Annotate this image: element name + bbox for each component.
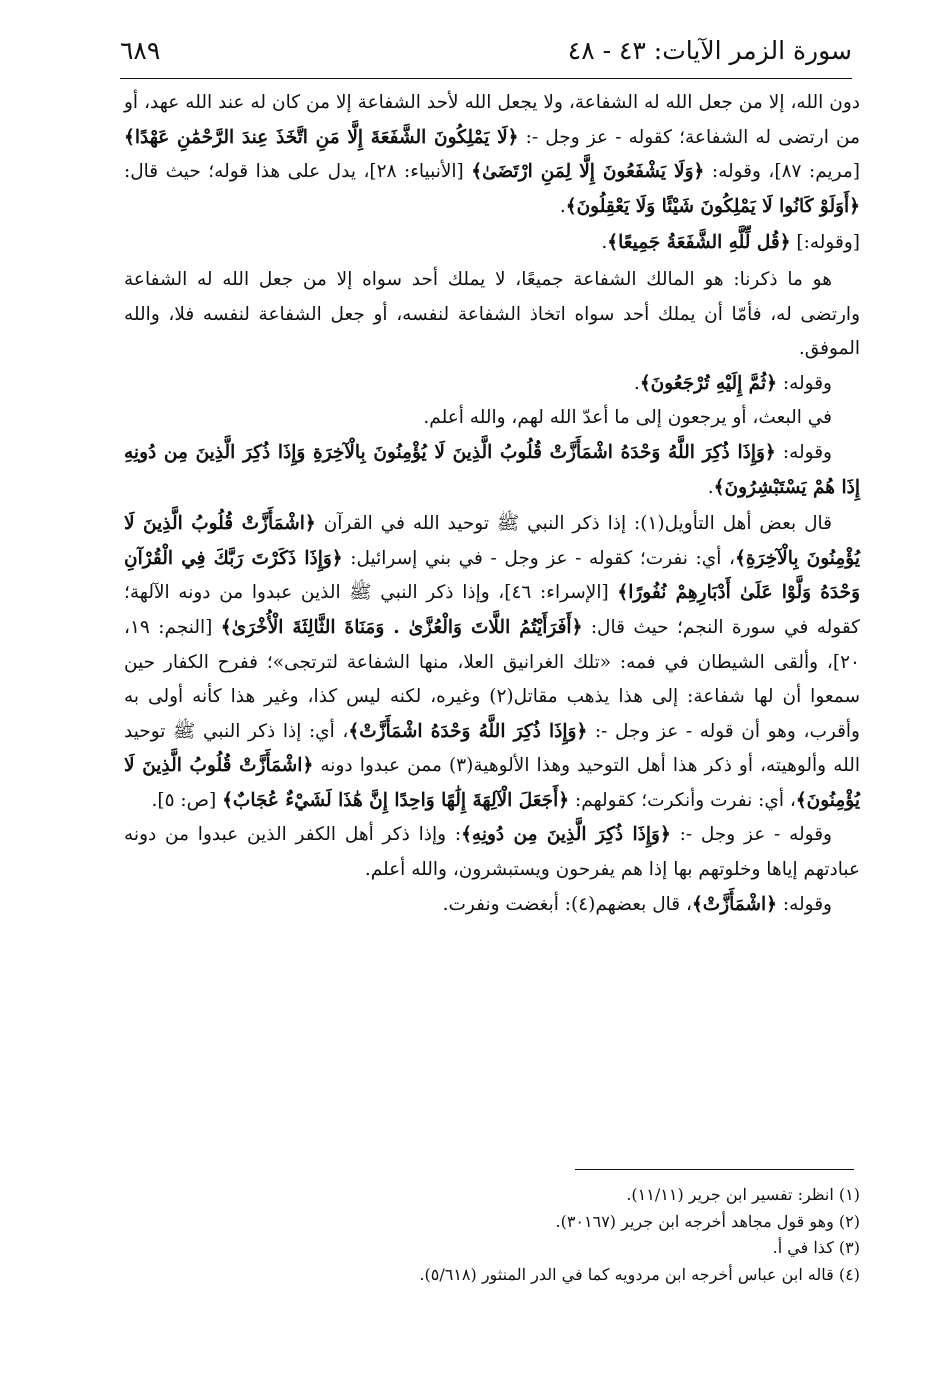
- text-run: وقوله - عز وجل -:: [670, 824, 832, 846]
- quran-quote: ﴿وَإِذَا ذُكِرَ اللَّهُ وَحْدَهُ اشْمَأَزَّتْ قُلُوبُ الَّذِينَ لَا يُؤْمِنُونَ بِالْآخِرَةِ وَإِذَا ذُكِرَ الَّذِينَ مِن دُونِهِ إِذَا هُمْ يَسْتَبْشِرُونَ﴾: [124, 441, 860, 498]
- footnotes: [300, 1182, 860, 1288]
- quran-quote: ﴿اشْمَأَزَّتْ﴾: [691, 893, 777, 915]
- quran-quote: ﴿وَإِذَا ذَكَرْتَ رَبَّكَ فِي الْقُرْآنِ وَحْدَهُ وَلَّوْا عَلَىٰ أَدْبَارِهِمْ نُفُورًا﴾: [124, 547, 860, 604]
- text-run: .: [633, 372, 640, 394]
- quran-quote: ﴿وَإِذَا ذُكِرَ اللَّهُ وَحْدَهُ اشْمَأَزَّتْ﴾: [348, 720, 588, 742]
- quran-quote: ﴿أَجَعَلَ الْآلِهَةَ إِلَٰهًا وَاحِدًا إِنَّ هَٰذَا لَشَيْءٌ عُجَابٌ﴾: [222, 789, 570, 811]
- text-run: ، قال بعضهم(٤): أبغضت ونفرت.: [442, 893, 692, 915]
- text-run: قال بعض أهل التأويل(١): إذا ذكر النبي ﷺ توحيد الله في القرآن: [315, 513, 832, 535]
- footnote: (٤) قاله ابن عباس أخرجه ابن مردويه كما في الدر المنثور (٥/٦١٨).: [419, 1264, 860, 1284]
- footnote-separator: [575, 1169, 854, 1170]
- text-run: هو ما ذكرنا: هو المالك الشفاعة جميعًا، لا يملك أحد سواه إلا من جعل الله له الشفاعة وارتضى له، فأمّا أن يملك أحد سواه اتخاذ الشفاعة لنفسه، أو جعل الشفاعة لنفسه فلا، والله الموفق.: [124, 268, 860, 360]
- paragraph: [124, 263, 860, 367]
- text-run: وقوله:: [776, 372, 832, 394]
- quran-quote: ﴿أَفَرَأَيْتُمُ اللَّاتَ وَالْعُزَّىٰ . وَمَنَاةَ الثَّالِثَةَ الْأُخْرَىٰ﴾: [220, 616, 583, 638]
- paragraph: [124, 86, 860, 224]
- paragraph: [124, 436, 860, 505]
- text-run: ، أي: نفرت وأنكرت؛ كقولهم:: [569, 789, 796, 811]
- quran-quote: ﴿أَوَلَوْ كَانُوا لَا يَمْلِكُونَ شَيْئًا وَلَا يَعْقِلُونَ﴾: [565, 195, 860, 217]
- quran-quote: ﴿لَا يَمْلِكُونَ الشَّفَعَةَ إِلَّا مَنِ اتَّخَذَ عِندَ الرَّحْمَٰنِ عَهْدًا﴾: [124, 126, 519, 148]
- paragraph: [124, 367, 860, 402]
- text-run: [الإسراء: ٤٦]، وإذا ذكر النبي ﷺ الذين عبدوا من دونه الآلهة؛ كقوله في سورة النجم؛ حيث قال:: [124, 582, 860, 638]
- paragraph: [124, 226, 860, 261]
- quran-quote: ﴿قُل لِّلَّهِ الشَّفَعَةُ جَمِيعًا﴾: [607, 232, 791, 254]
- quran-quote: ﴿وَلَا يَشْفَعُونَ إِلَّا لِمَنِ ارْتَضَىٰ﴾: [471, 161, 705, 183]
- text-run: ، أي: إذا ذكر النبي ﷺ توحيد الله وألوهيته، أو ذكر هذا أهل التوحيد وهذا الألوهية(٣) ممن عبدوا دونه: [124, 720, 861, 777]
- paragraph: [124, 888, 860, 923]
- quran-quote: ﴿وَإِذَا ذُكِرَ الَّذِينَ مِن دُونِهِ﴾: [461, 824, 671, 846]
- page-header: [120, 36, 852, 79]
- text-run: : وإذا ذكر أهل الكفر الذين عبدوا من دونه عبادتهم إياها وخلوتهم بها إذا هم يفرحون ويستبشرون، والله أعلم.: [124, 824, 860, 881]
- quran-quote: ﴿اشْمَأَزَّتْ قُلُوبُ الَّذِينَ لَا يُؤْمِنُونَ﴾: [124, 755, 860, 811]
- paragraph: [124, 401, 860, 436]
- text-run: وقوله:: [775, 441, 832, 463]
- footnote: (٢) وهو قول مجاهد أخرجه ابن جرير (٣٠١٦٧).: [555, 1211, 860, 1231]
- quran-quote: ﴿ثُمَّ إِلَيْهِ تُرْجَعُونَ﴾: [639, 372, 777, 394]
- footnote: (١) انظر: تفسير ابن جرير (١١/١١).: [626, 1185, 860, 1204]
- text-run: .: [601, 232, 608, 254]
- main-text: [124, 86, 860, 922]
- text-run: .: [559, 195, 566, 217]
- paragraph: [124, 507, 860, 818]
- text-run: [النجم: ١٩، ٢٠]، وألقى الشيطان في فمه: «تلك الغرانيق العلا، منها الشفاعة لترتجى»؛ ففرح الكفار حين سمعوا أن لها شفاعة: إلى هذا يذهب مقاتل(٢) وغيره، لكنه ليس كذا، وغير هذا كأنه أولى به وأقرب، وهو أن قوله - عز وجل -:: [124, 616, 860, 742]
- paragraph: [124, 818, 860, 887]
- page-number: ٦٨٩: [120, 36, 161, 65]
- text-run: في البعث، أو يرجعون إلى ما أعدّ الله لهم، والله أعلم.: [423, 407, 832, 429]
- footnote: (٣) كذا في أ.: [772, 1238, 860, 1257]
- running-title: سورة الزمر الآيات: ٤٣ - ٤٨: [567, 36, 852, 65]
- text-run: [ص: ٥].: [151, 789, 223, 811]
- text-run: .: [707, 476, 714, 498]
- text-run: [وقوله:]: [790, 232, 860, 254]
- text-run: وقوله:: [776, 893, 832, 915]
- quran-quote: ﴿اشْمَأَزَّتْ قُلُوبُ الَّذِينَ لَا يُؤْمِنُونَ بِالْآخِرَةِ﴾: [124, 513, 861, 569]
- text-run: [الأنبياء: ٢٨]، يدل على هذا قوله؛ حيث قال:: [124, 161, 472, 183]
- text-run: ، أي: نفرت؛ كقوله - عز وجل - في بني إسرائيل:: [342, 547, 735, 569]
- text-run: [مريم: ٨٧]، وقوله:: [704, 161, 860, 183]
- text-run: دون الله، إلا من جعل الله له الشفاعة، ولا يجعل الله لأحد الشفاعة إلا من كان له عند الله عهد، أو من ارتضى له الشفاعة؛ كقوله - عز وجل -:: [124, 92, 860, 148]
